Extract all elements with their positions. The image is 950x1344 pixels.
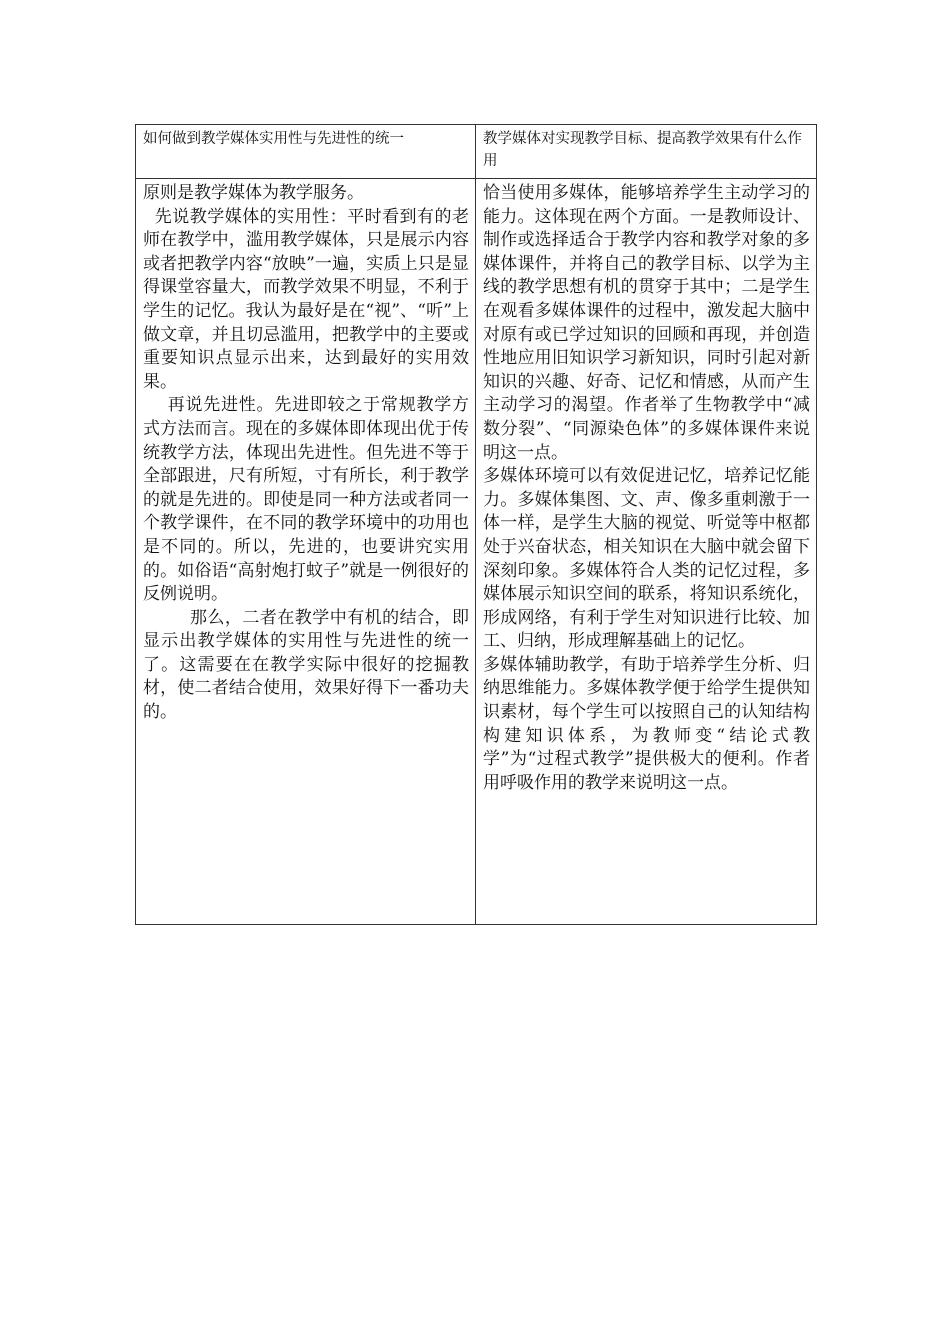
table-body-row: [136, 179, 817, 925]
table-header-row: [136, 125, 817, 179]
header-text-effect: 教学媒体对实现教学目标、提高教学效果有什么作用: [483, 131, 802, 169]
left-paragraph: 再说先进性。先进即较之于常规教学方式方法而言。现在的多媒体即体现出优于传统教学方法，体现出先进性。但先进不等于全部跟进，尺有所短，寸有所长，利于教学的就是先进的。即使是同一种方法或者同一个教学课件，在不同的教学环境中的功用也是不同的。所以，先进的，也要讲究实用的。如俗语“高射炮打蚊子”就是一例很好的反例说明。: [143, 395, 470, 605]
left-paragraph: 原则是教学媒体为教学服务。: [143, 183, 364, 203]
right-answer-cell: [476, 179, 817, 925]
comparison-table: [135, 124, 817, 925]
header-cell-effect: [476, 125, 817, 179]
right-paragraph: 多媒体环境可以有效促进记忆，培养记忆能力。多媒体集图、文、声、像多重刺激于一体一样，是学生大脑的视觉、听觉等中枢都处于兴奋状态，相关知识在大脑中就会留下深刻印象。多媒体符合人类的记忆过程，多媒体展示知识空间的联系，将知识系统化，形成网络，有利于学生对知识进行比较、加工、归纳，形成理解基础上的记忆。: [483, 466, 810, 652]
right-paragraph: 多媒体辅助教学，有助于培养学生分析、归纳思维能力。多媒体教学便于给学生提供知识素材，每个学生可以按照自己的认知结构构建知识体系，为教师变“结论式教学”为“过程式教学”提供极大的便利。作者用呼吸作用的教学来说明这一点。: [483, 654, 810, 793]
left-paragraph: 那么，二者在教学中有机的结合，即显示出教学媒体的实用性与先进性的统一了。这需要在在教学实际中很好的挖掘教材，使二者结合使用，效果好得下一番功夫的。: [143, 607, 470, 723]
header-cell-unity: [136, 125, 476, 179]
left-answer-cell: [136, 179, 476, 925]
header-text-unity: 如何做到教学媒体实用性与先进性的统一: [143, 131, 404, 147]
right-paragraph: 恰当使用多媒体，能够培养学生主动学习的能力。这体现在两个方面。一是教师设计、制作或选择适合于教学内容和教学对象的多媒体课件，并将自己的教学目标、以学为主线的教学思想有机的贯穿于其中；二是学生在观看多媒体课件的过程中，激发起大脑中对原有或已学过知识的回顾和再现，并创造性地应用旧知识学习新知识，同时引起对新知识的兴趣、好奇、记忆和情感，从而产生主动学习的渴望。作者举了生物教学中“减数分裂”、“同源染色体”的多媒体课件来说明这一点。: [483, 183, 810, 463]
left-paragraph: 先说教学媒体的实用性：平时看到有的老师在教学中，滥用教学媒体，只是展示内容或者把教学内容“放映”一遍，实质上只是显得课堂容量大，而教学效果不明显，不利于学生的记忆。我认为最好是在“视”、“听”上做文章，并且切忌滥用，把教学中的主要或重要知识点显示出来，达到最好的实用效果。: [143, 206, 470, 392]
